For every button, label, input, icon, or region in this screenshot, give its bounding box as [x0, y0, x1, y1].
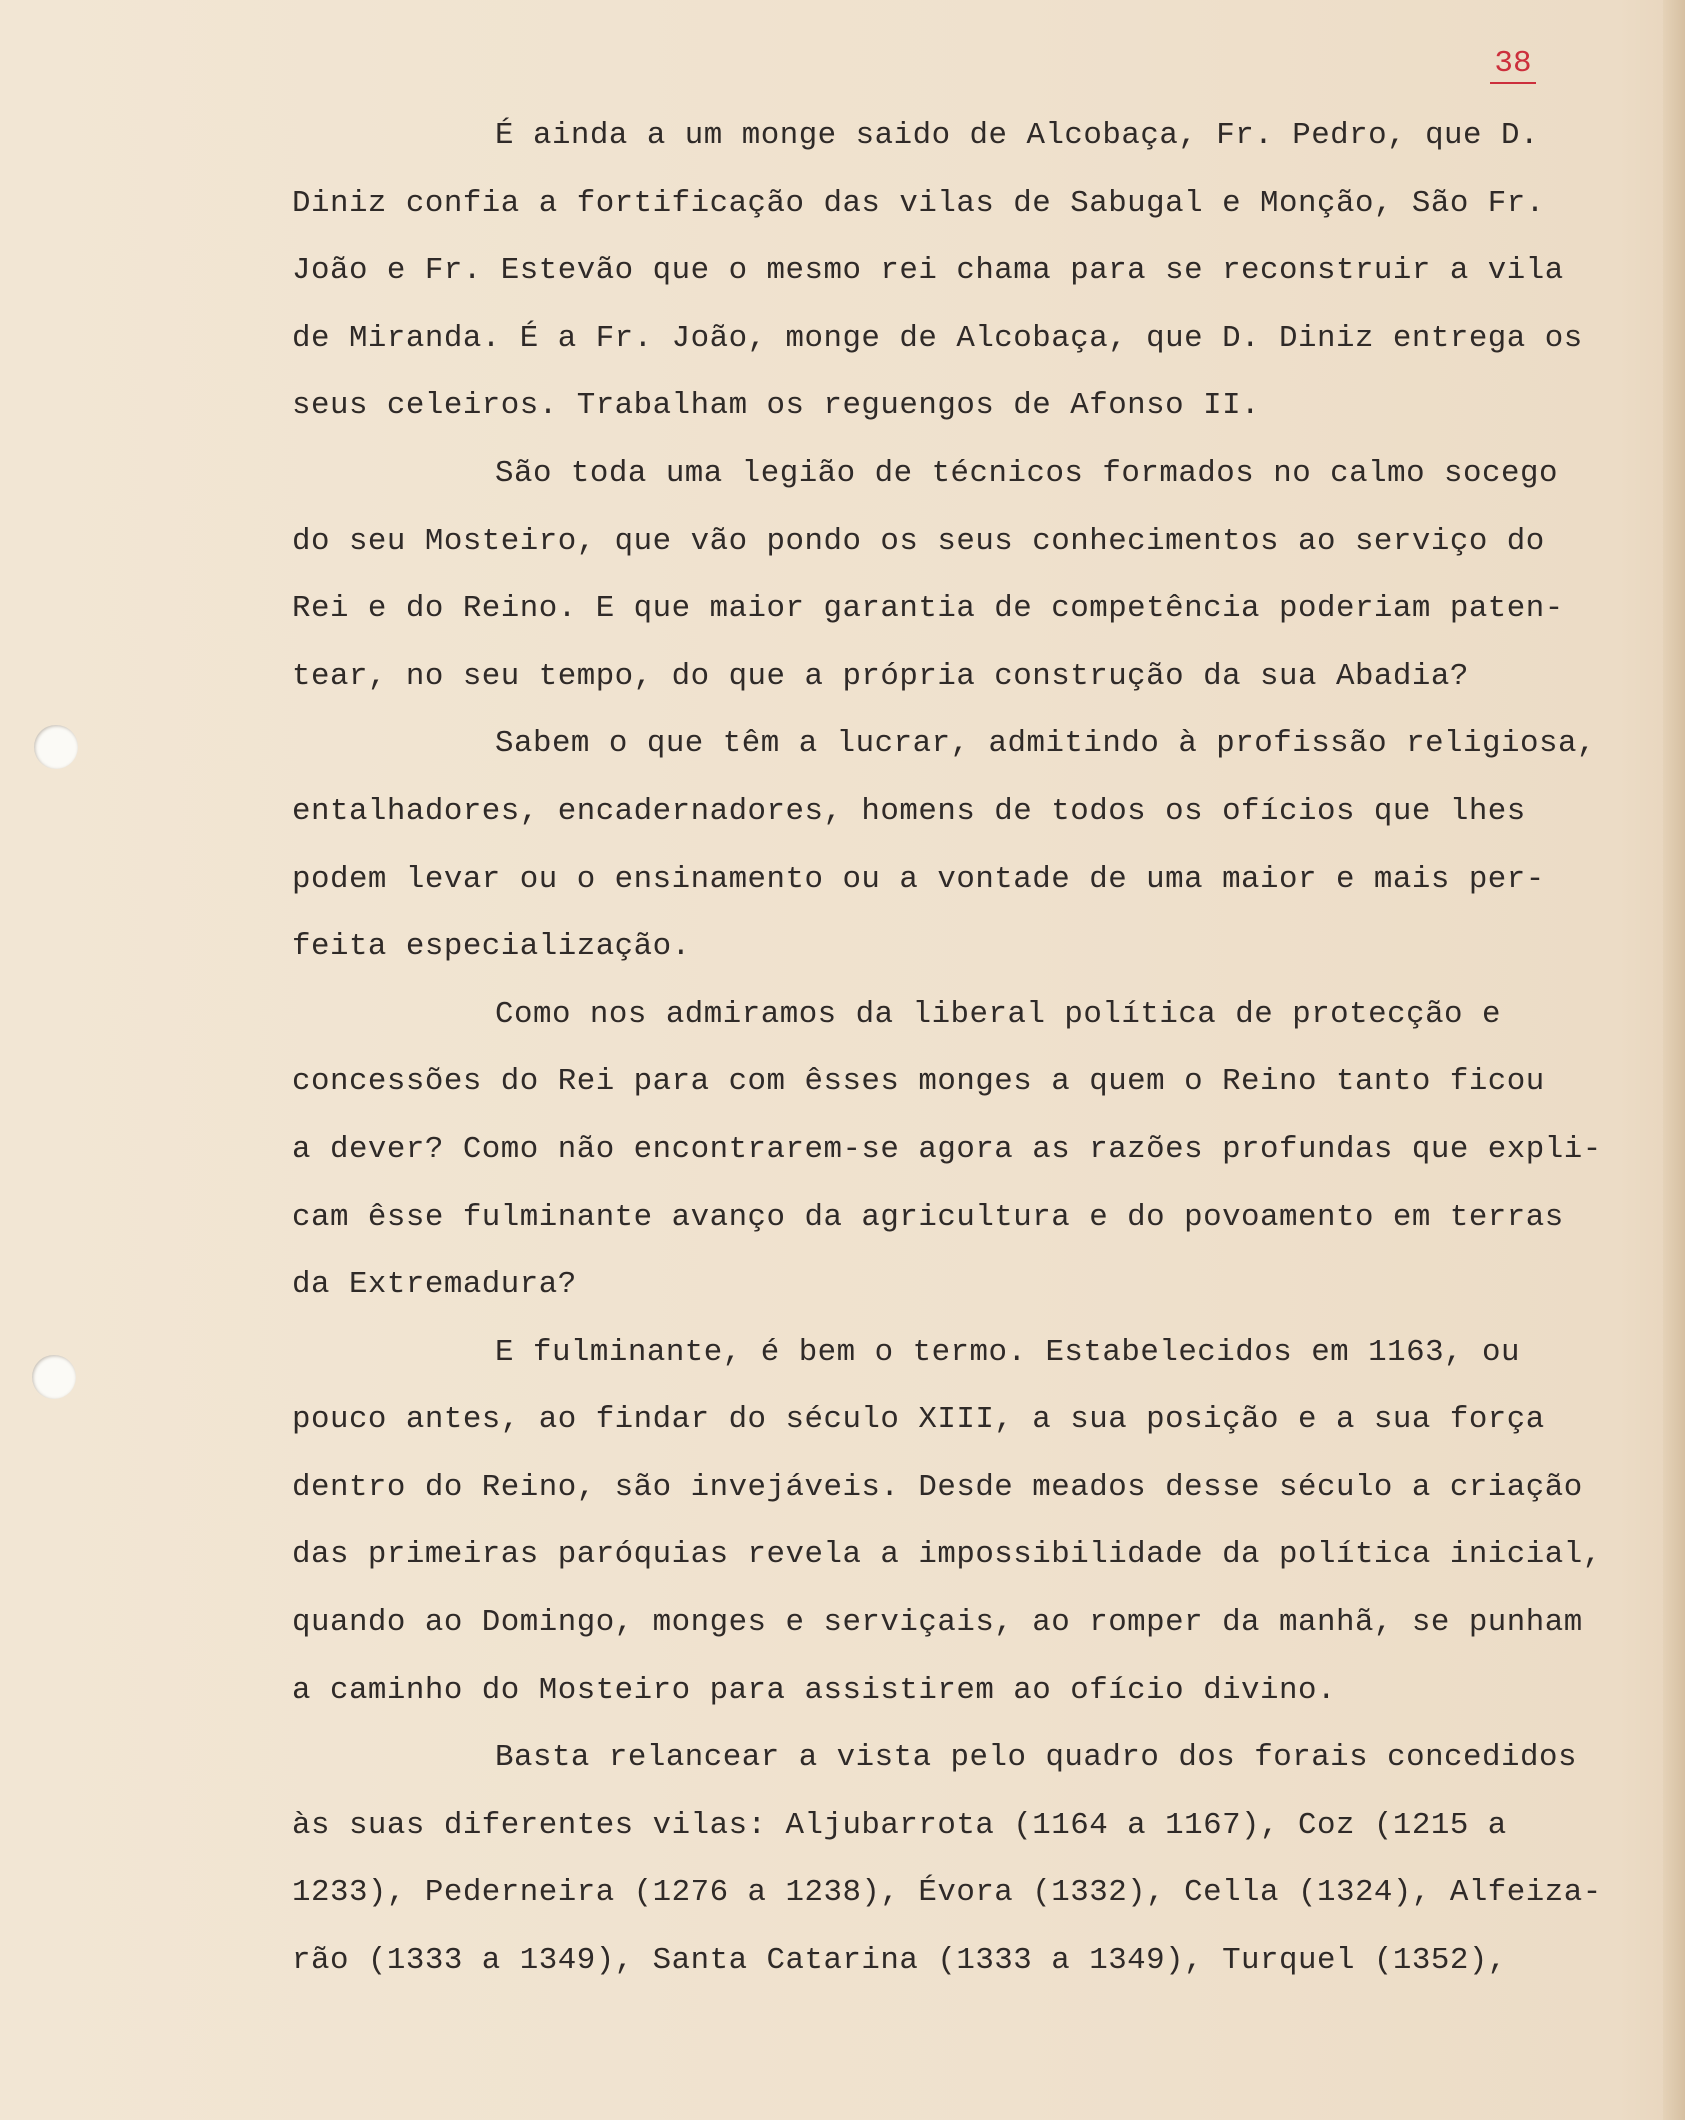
typewritten-text	[292, 110, 1672, 2003]
text-line: concessões do Rei para com êsses monges a quem o Reino tanto ficou	[292, 1064, 1545, 1100]
punch-hole-bottom	[32, 1355, 76, 1399]
punch-hole-top	[34, 725, 78, 769]
text-line: Sabem o que têm a lucrar, admitindo à profissão religiosa,	[495, 726, 1596, 762]
text-line: das primeiras paróquias revela a impossibilidade da política inicial,	[292, 1537, 1602, 1573]
text-line: rão (1333 a 1349), Santa Catarina (1333 a 1349), Turquel (1352),	[292, 1943, 1507, 1979]
text-line: É ainda a um monge saido de Alcobaça, Fr. Pedro, que D.	[495, 118, 1539, 153]
text-line: do seu Mosteiro, que vão pondo os seus conhecimentos ao serviço do	[292, 523, 1545, 559]
text-line: a caminho do Mosteiro para assistirem ao ofício divino.	[292, 1672, 1336, 1708]
text-line: pouco antes, ao findar do século XIII, a sua posição e a sua força	[292, 1402, 1545, 1438]
text-line: Como nos admiramos da liberal política de protecção e	[495, 996, 1502, 1032]
text-line: da Extremadura?	[292, 1267, 577, 1303]
text-line: São toda uma legião de técnicos formados no calmo socego	[495, 455, 1558, 491]
text-line: cam êsse fulminante avanço da agricultura e do povoamento em terras	[292, 1199, 1564, 1235]
text-line: Basta relancear a vista pelo quadro dos forais concedidos	[495, 1740, 1577, 1776]
text-line: dentro do Reino, são invejáveis. Desde meados desse século a criação	[292, 1469, 1583, 1505]
text-line: podem levar ou o ensinamento ou a vontade de uma maior e mais per-	[292, 861, 1545, 897]
text-line: seus celeiros. Trabalham os reguengos de Afonso II.	[292, 388, 1261, 424]
text-line: Rei e do Reino. E que maior garantia de competência poderiam paten-	[292, 591, 1564, 627]
text-line: de Miranda. É a Fr. João, monge de Alcobaça, que D. Diniz entrega os	[292, 320, 1583, 356]
text-line: tear, no seu tempo, do que a própria construção da sua Abadia?	[292, 658, 1469, 694]
text-line: às suas diferentes vilas: Aljubarrota (1164 a 1167), Coz (1215 a	[292, 1807, 1507, 1843]
text-line: Diniz confia a fortificação das vilas de Sabugal e Monção, São Fr.	[292, 185, 1545, 221]
text-line: João e Fr. Estevão que o mesmo rei chama para se reconstruir a vila	[292, 253, 1564, 289]
text-line: 1233), Pederneira (1276 a 1238), Évora (1332), Cella (1324), Alfeiza-	[292, 1875, 1602, 1911]
text-line: feita especialização.	[292, 929, 691, 965]
text-line: quando ao Domingo, monges e serviçais, ao romper da manhã, se punham	[292, 1605, 1583, 1641]
text-line: entalhadores, encadernadores, homens de todos os ofícios que lhes	[292, 793, 1526, 829]
text-line: E fulminante, é bem o termo. Estabelecidos em 1163, ou	[495, 1334, 1520, 1370]
text-line: a dever? Como não encontrarem-se agora as razões profundas que expli-	[292, 1131, 1602, 1167]
page-number: 38	[1490, 46, 1536, 84]
